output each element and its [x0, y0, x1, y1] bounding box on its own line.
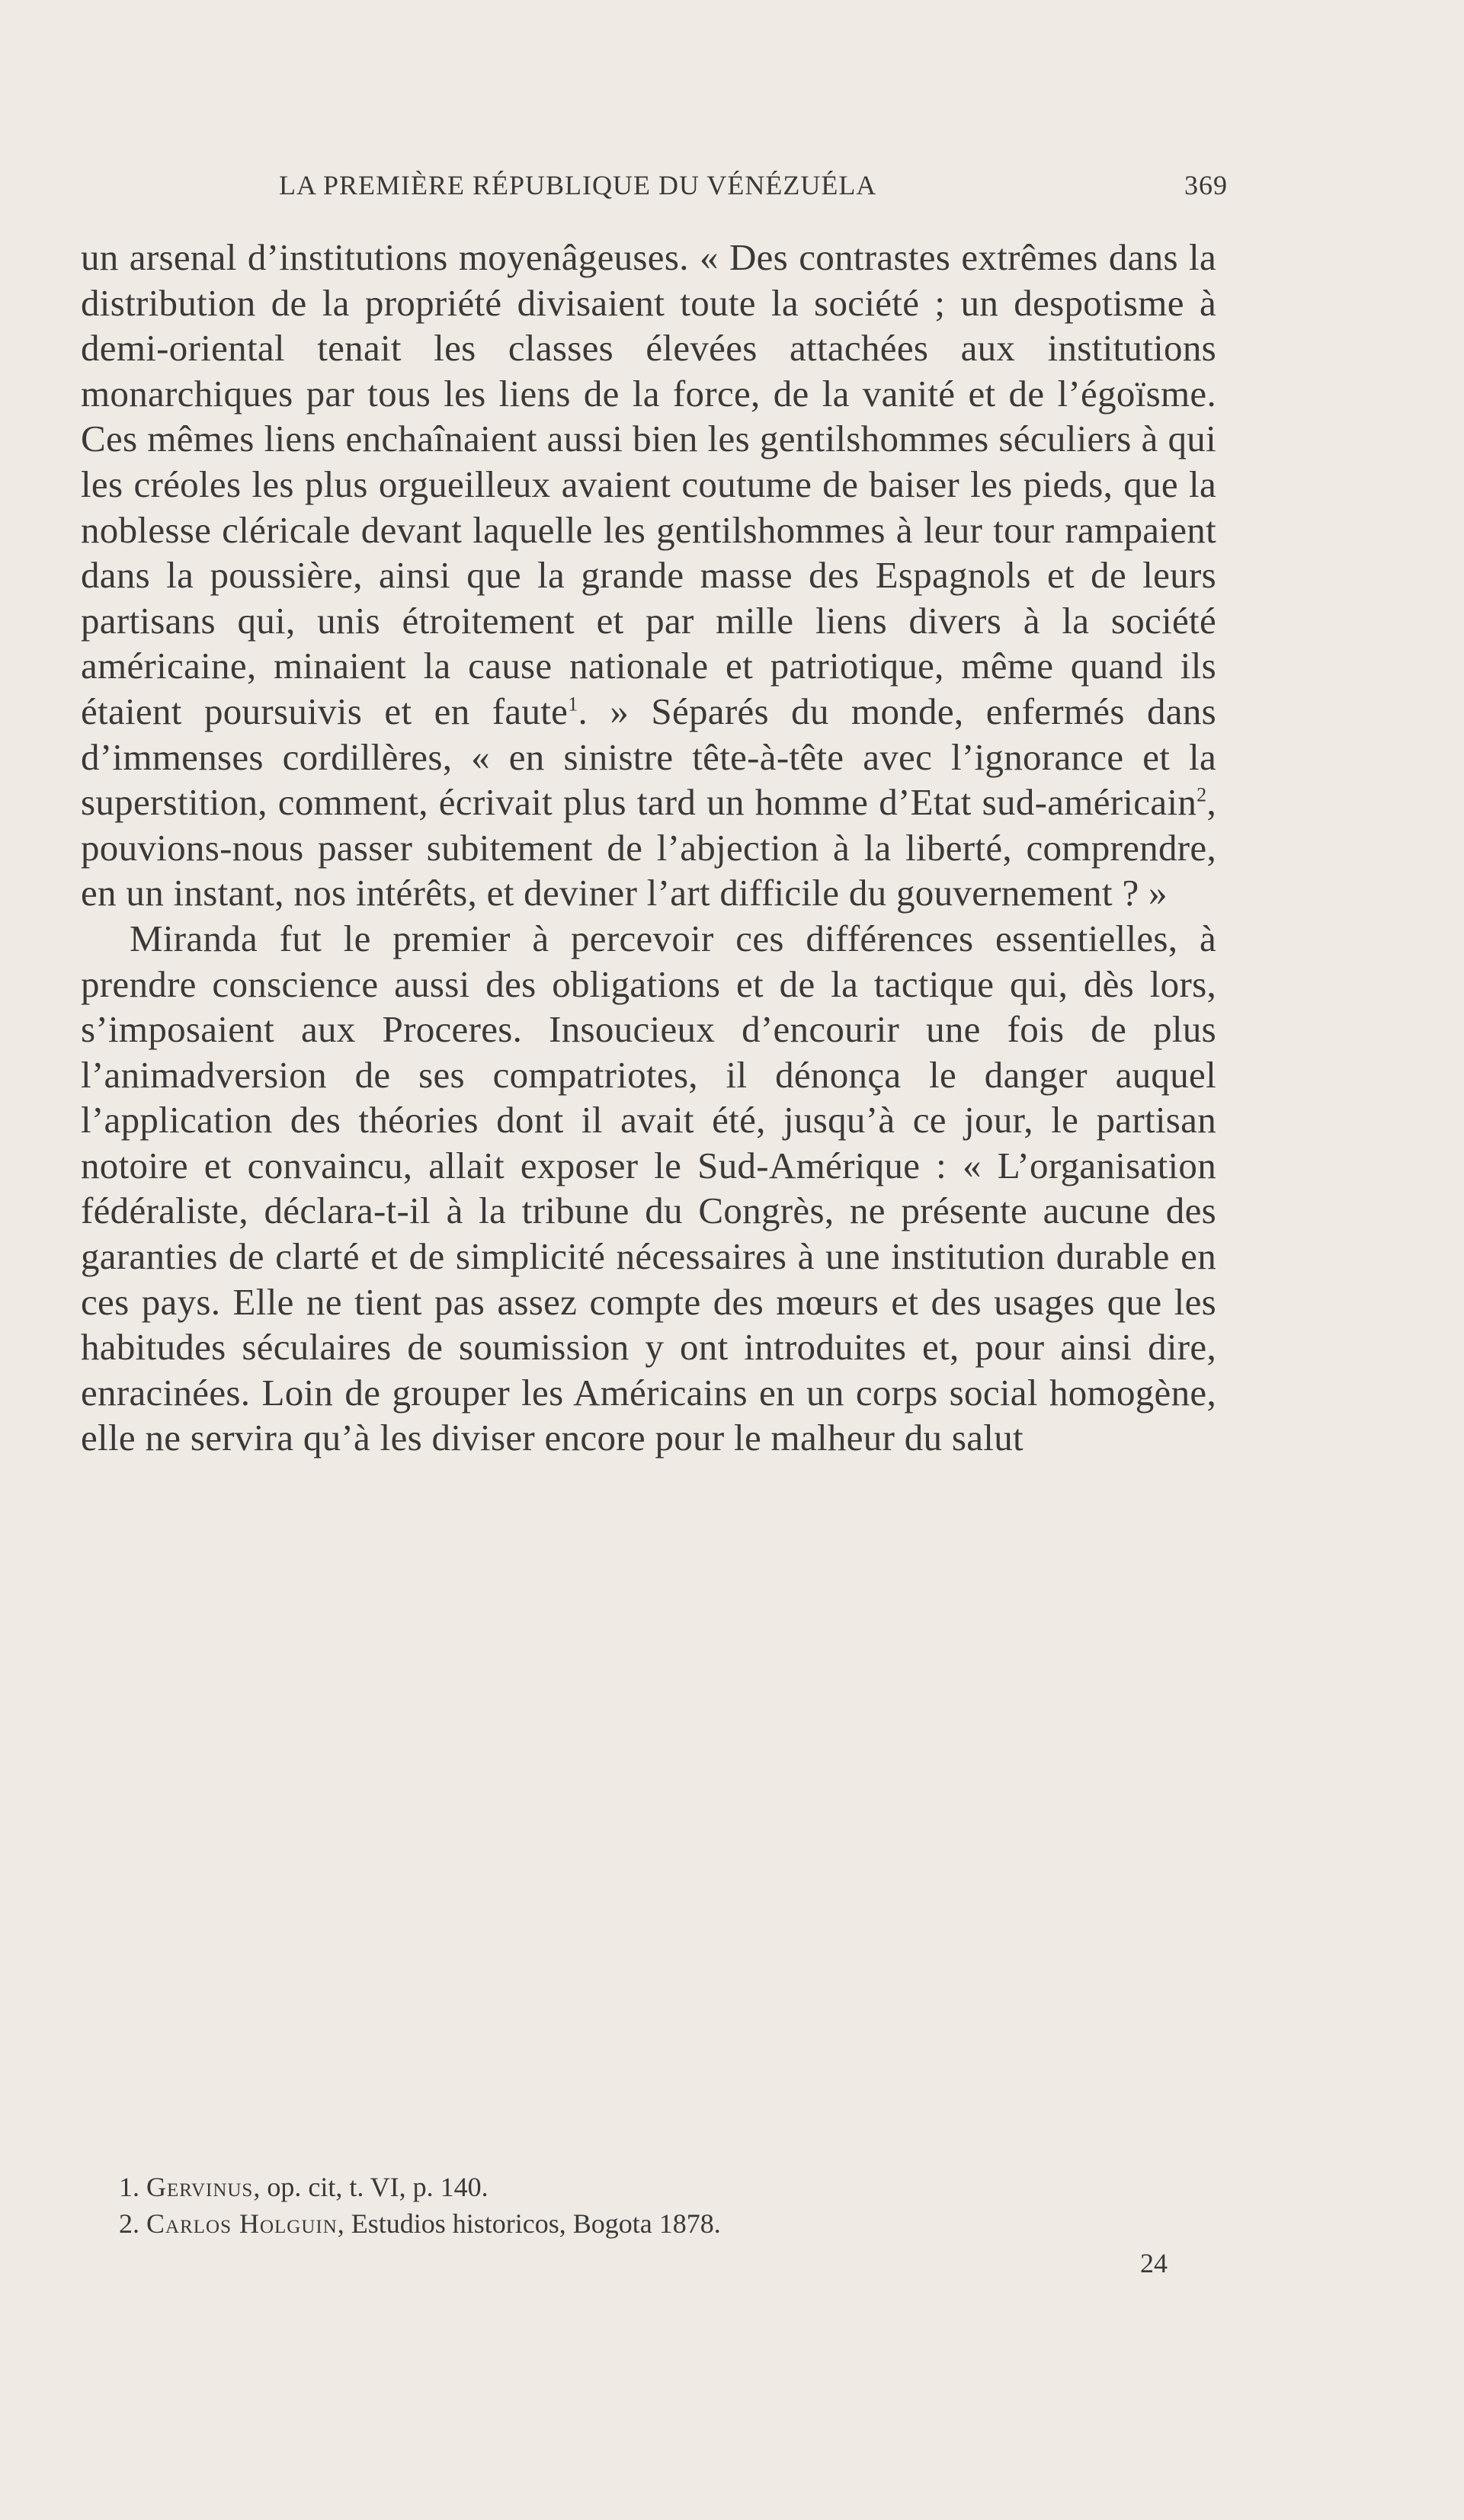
footnote [119, 2169, 1216, 2205]
body-text [81, 235, 1216, 1461]
paragraph-text: , pouvions-nous passer subitement de l’abjection à la liberté, comprendre, en un instant, nos intérêts, et deviner l’art difficile du gouvernement ? » [81, 781, 1216, 914]
paragraph [81, 235, 1216, 916]
signature-mark: 24 [1140, 2248, 1168, 2278]
footnote-ref: 1 [568, 693, 578, 716]
paragraph: Miranda fut le premier à percevoir ces différences essentielles, à prendre conscience aussi des obligations et de la tactique qui, dès lors, s’imposaient aux Proceres. Insoucieux d’encourir une fois de plus l’animadversion de ses compatriotes, il dénonça le danger auquel l’application des théories dont il avait été, jusqu’à ce jour, le partisan notoire et convaincu, allait exposer le Sud-Amérique : « L’organisation fédéraliste, déclara-t-il à la tribune du Congrès, ne présente aucune des garanties de clarté et de simplicité nécessaires à une institution durable en ces pays. Elle ne tient pas assez compte des mœurs et des usages que les habitudes séculaires de soumission y ont introduites et, pour ainsi dire, enracinées. Loin de grouper les Américains en un corps social homogène, elle ne servira qu’à les diviser encore pour le malheur du salut [81, 917, 1216, 1459]
page-number: 369 [1184, 170, 1228, 200]
running-header [86, 169, 1228, 207]
footnote-reference: , op. cit, t. VI, p. 140. [253, 2172, 489, 2202]
running-title: LA PREMIÈRE RÉPUBLIQUE DU VÉNÉZUÉLA [279, 170, 877, 200]
paragraph-text: . » Séparés du monde, enfermés dans d’immenses cordillères, « en sinistre tête-à-tête avec l’ignorance et la superstition, comment, écrivait plus tard un homme d’Etat sud-américain [81, 690, 1216, 824]
footnote-number: 1. [119, 2172, 139, 2202]
footnotes [119, 2169, 1216, 2242]
footnote-author: Gervinus [146, 2172, 254, 2202]
footnote-ref: 2 [1197, 783, 1207, 806]
footnote-reference: , Estudios historicos, Bogota 1878. [337, 2208, 721, 2239]
footnote-author: Carlos Holguin [146, 2208, 338, 2239]
footnote [119, 2205, 1216, 2242]
paragraph-text: un arsenal d’institutions moyenâgeuses. « Des contrastes extrêmes dans la distribution de la propriété divisaient toute la société ; un despotisme à demi-oriental tenait les classes élevées attachées aux institutions monarchiques par tous les liens de la force, de la vanité et de l’égoïsme. Ces mêmes liens enchaînaient aussi bien les gentilshommes séculiers à qui les créoles les plus orgueilleux avaient coutume de baiser les pieds, que la noblesse cléricale devant laquelle les gentilshommes à leur tour rampaient dans la poussière, ainsi que la grande masse des Espagnols et de leurs partisans qui, unis étroitement et par mille liens divers à la société américaine, minaient la cause nationale et patriotique, même quand ils étaient poursuivis et en faute [81, 236, 1216, 732]
footnote-number: 2. [119, 2208, 139, 2239]
